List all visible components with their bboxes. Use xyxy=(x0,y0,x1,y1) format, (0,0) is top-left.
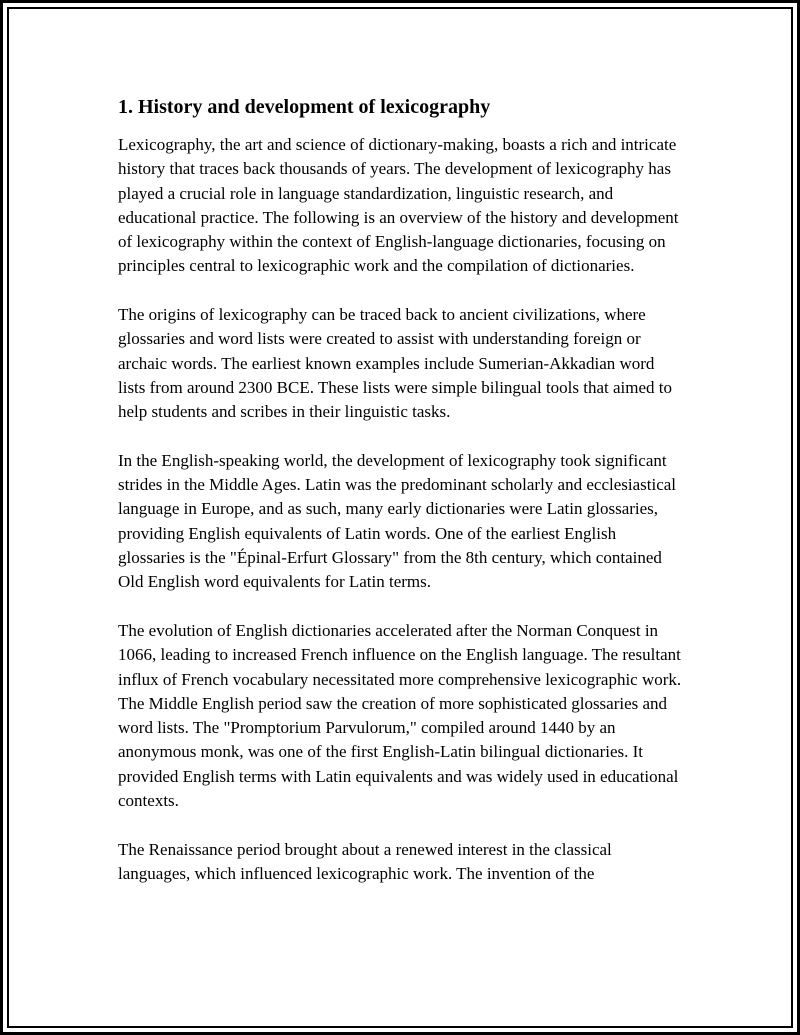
paragraph-5: The Renaissance period brought about a renewed interest in the classical languages, which influenced lexicographic work. The invention of the xyxy=(118,839,612,883)
paragraph-4: The evolution of English dictionaries accelerated after the Norman Conquest in 1066, leading to increased French influence on the English language. The resultant influx of French vocabulary necessitated more comprehensive lexicographic work. The Middle English period saw the creation of more sophisticated glossaries and word lists. The "Promptorium Parvulorum," compiled around 1440 by an anonymous monk, was one of the first English-Latin bilingual dictionaries. It provided English terms with Latin equivalents and was widely used in educational contexts. xyxy=(118,620,682,811)
paragraph-1: Lexicography, the art and science of dictionary-making, boasts a rich and intricate history that traces back thousands of years. The development of lexicography has played a crucial role in language standardization, linguistic research, and educational practice. The following is an overview of the history and development of lexicography within the context of English-language dictionaries, focusing on principles central to lexicographic work and the compilation of dictionaries. xyxy=(118,135,679,276)
paragraph-3: In the English-speaking world, the development of lexicography took significant strides in the Middle Ages. Latin was the predominant scholarly and ecclesiastical language in Europe, and as such, many early dictionaries were Latin glossaries, providing English equivalents of Latin words. One of the earliest English glossaries is the "Épinal-Erfurt Glossary" from the 8th century, which contained Old English word equivalents for Latin terms. xyxy=(118,450,677,592)
document-body xyxy=(118,95,686,911)
paragraph-2: The origins of lexicography can be traced back to ancient civilizations, where glossaries and word lists were created to assist with understanding foreign or archaic words. The earliest known examples include Sumerian-Akkadian word lists from around 2300 BCE. These lists were simple bilingual tools that aimed to help students and scribes in their linguistic tasks. xyxy=(118,305,673,422)
section-heading: 1. History and development of lexicography xyxy=(118,96,491,118)
